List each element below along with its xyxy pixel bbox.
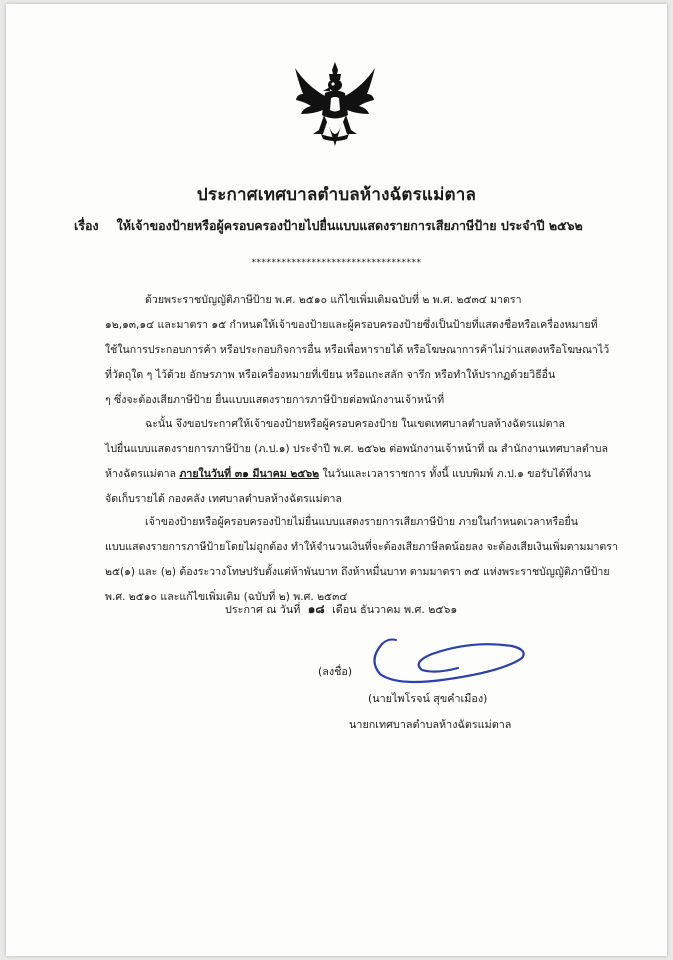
paragraph-penalty	[105, 510, 645, 610]
paragraph-line: ห้างฉัตรแม่ตาล	[105, 468, 177, 480]
date-month: เดือน ธันวาคม	[332, 603, 401, 616]
handwritten-signature	[362, 630, 527, 685]
date-year: พ.ศ. ๒๕๖๑	[403, 603, 458, 616]
subject-line	[74, 216, 654, 236]
separator-line: **********************************	[251, 258, 422, 268]
garuda-emblem-icon	[293, 60, 377, 150]
announcement-title: ประกาศเทศบาลตำบลห้างฉัตรแม่ตาล	[196, 185, 477, 205]
announcement-date	[225, 600, 457, 619]
paragraph-legal-basis	[105, 288, 645, 413]
paragraph-line: แบบแสดงรายการภาษีป้ายโดยไม่ถูกต้อง ทำให้จำนวนเงินที่จะต้องเสียภาษีลดน้อยลง จะต้องเสียเงินเพิ่มตามมาตรา	[105, 541, 618, 553]
signer-name: (นายไพโรจน์ สุขคำเมือง)	[368, 692, 488, 705]
paragraph-line: จัดเก็บรายได้ กองคลัง เทศบาลตำบลห้างฉัตรแม่ตาล	[105, 493, 342, 505]
subject-text: ให้เจ้าของป้ายหรือผู้ครอบครองป้ายไปยื่นแบบแสดงรายการเสียภาษีป้าย ประจำปี ๒๕๖๒	[116, 218, 583, 233]
subject-label: เรื่อง	[74, 218, 99, 233]
paragraph-line: ฉะนั้น จึงขอประกาศให้เจ้าของป้ายหรือผู้ครอบครองป้าย ในเขตเทศบาลตำบลห้างฉัตรแม่ตาล	[145, 418, 565, 430]
paragraph-line: ๒๕(๑) และ (๒) ต้องระวางโทษปรับตั้งแต่ห้าพันบาท ถึงห้าหมื่นบาท ตามมาตรา ๓๕ แห่งพระราชบัญญัติภาษีป้าย	[105, 566, 610, 578]
paragraph-line: ไปยื่นแบบแสดงรายการภาษีป้าย (ภ.ป.๑) ประจำปี พ.ศ. ๒๕๖๒ ต่อพนักงานเจ้าหน้าที่ ณ สำนักงานเทศบาลตำบล	[105, 443, 608, 455]
paragraph-announcement	[105, 412, 645, 512]
deadline-text: ภายในวันที่ ๓๑ มีนาคม ๒๕๖๒	[179, 468, 320, 480]
paragraph-line: ๆ ซึ่งจะต้องเสียภาษีป้าย ยื่นแบบแสดงรายการภาษีป้ายต่อพนักงานเจ้าหน้าที่	[105, 394, 445, 406]
signed-label: (ลงชื่อ)	[318, 665, 353, 678]
paragraph-line: พ.ศ. ๒๕๑๐ และแก้ไขเพิ่มเติม (ฉบับที่ ๒) พ.ศ. ๒๕๓๔	[105, 591, 348, 603]
signer-position: นายกเทศบาลตำบลห้างฉัตรแม่ตาล	[349, 718, 512, 731]
paragraph-line: ๑๒,๑๓,๑๔ และมาตรา ๑๕ กำหนดให้เจ้าของป้ายและผู้ครอบครองป้ายซึ่งเป็นป้ายที่แสดงชื่อหรือเครื่องหมายที่	[105, 319, 598, 331]
date-day: ๑๘	[307, 602, 325, 616]
paragraph-line: ในวันและเวลาราชการ ทั้งนี้ แบบพิมพ์ ภ.ป.๑ ขอรับได้ที่งาน	[322, 468, 591, 480]
paragraph-line: ด้วยพระราชบัญญัติภาษีป้าย พ.ศ. ๒๕๑๐ แก้ไขเพิ่มเติมฉบับที่ ๒ พ.ศ. ๒๕๓๔ มาตรา	[145, 294, 522, 306]
date-prefix: ประกาศ ณ วันที่	[225, 603, 301, 616]
paragraph-line: เจ้าของป้ายหรือผู้ครอบครองป้ายไม่ยื่นแบบแสดงรายการเสียภาษีป้าย ภายในกำหนดเวลาหรือยื่น	[145, 516, 578, 528]
paragraph-line: ที่วัตถุใด ๆ ไว้ด้วย อักษรภาพ หรือเครื่องหมายที่เขียน หรือแกะสลัก จารึก หรือทำให้ปรากฏด้วยวิธีอื่น	[105, 369, 556, 381]
paragraph-line: ใช้ในการประกอบการค้า หรือประกอบกิจการอื่น หรือเพื่อหารายได้ หรือโฆษณาการค้าไม่ว่าแสดงหรือโฆษณาไว้	[105, 344, 610, 356]
